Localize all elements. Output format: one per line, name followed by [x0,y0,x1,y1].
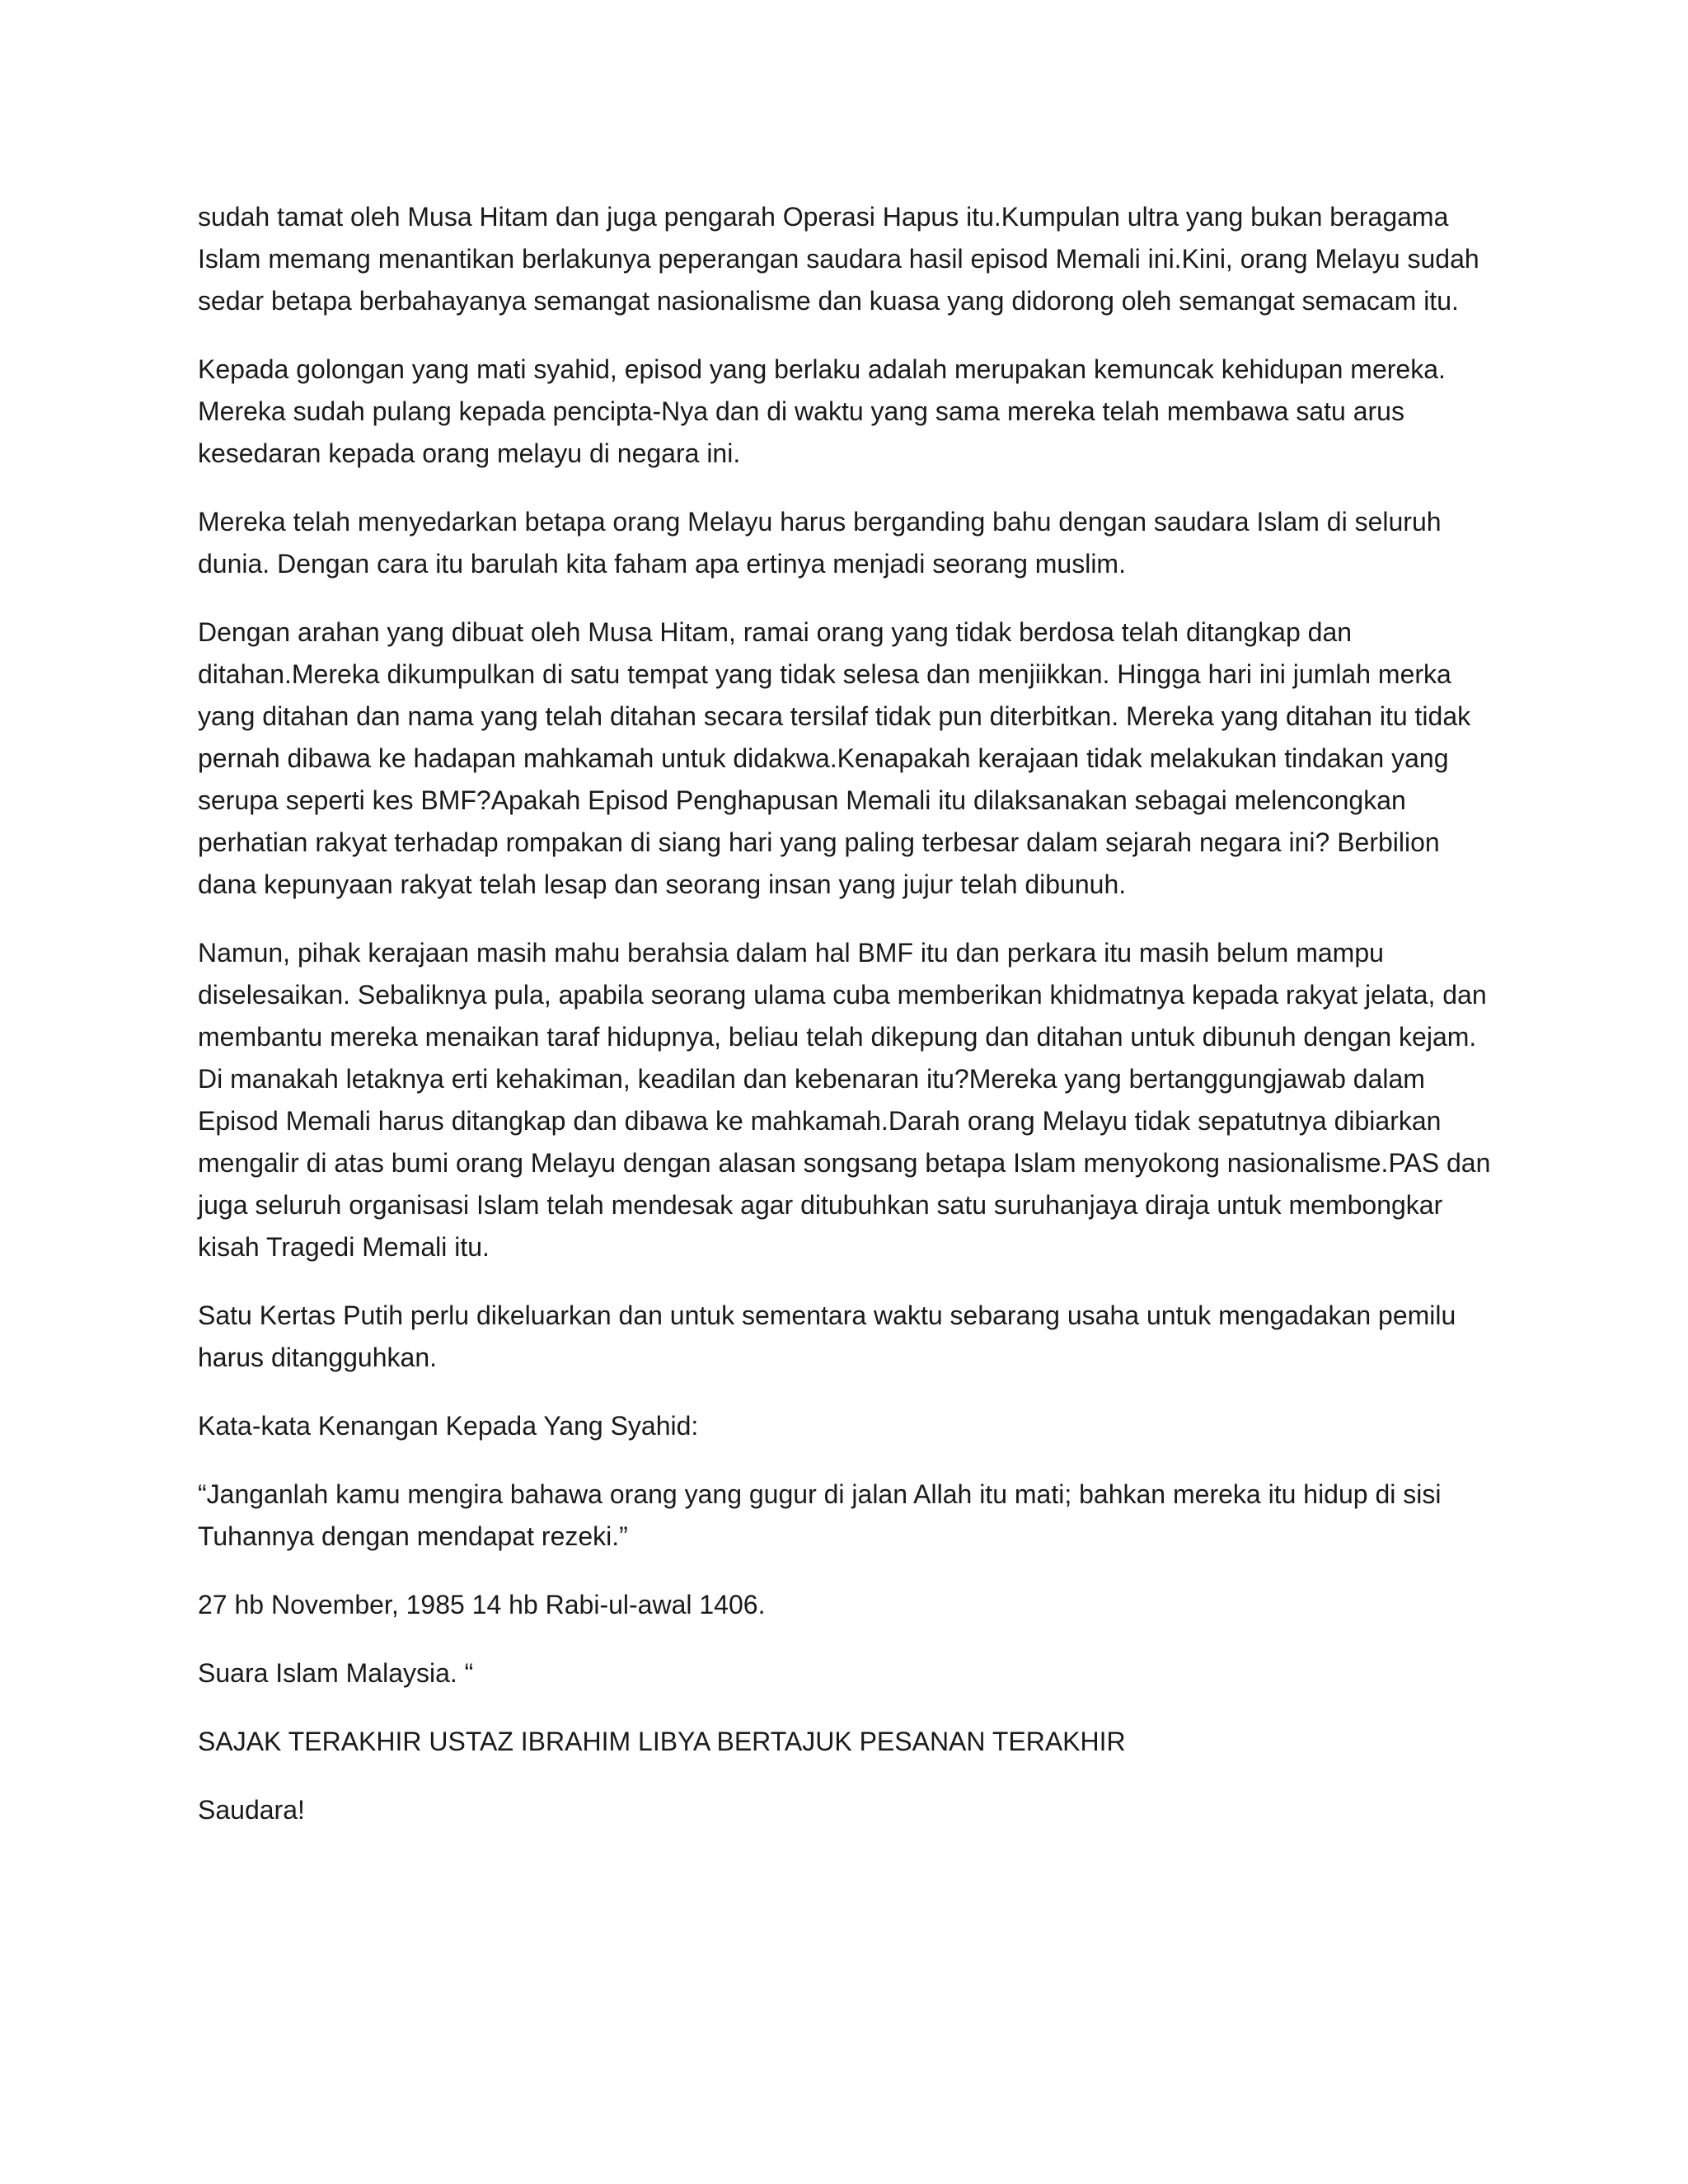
paragraph-2: Kepada golongan yang mati syahid, episod yang berlaku adalah merupakan kemuncak kehidupan mereka. Mereka sudah pulang kepada pencipta-Nya dan di waktu yang sama mereka telah membawa satu arus kesedaran kepada orang melayu di negara ini. [198,354,1446,468]
paragraph-heading-memorial: Kata-kata Kenangan Kepada Yang Syahid: [198,1411,699,1441]
paragraph-6: Satu Kertas Putih perlu dikeluarkan dan untuk sementara waktu sebarang usaha untuk mengadakan pemilu harus ditangguhkan. [198,1301,1456,1372]
paragraph-quote: “Janganlah kamu mengira bahawa orang yang gugur di jalan Allah itu mati; bahkan mereka itu hidup di sisi Tuhannya dengan mendapat rezeki.” [198,1479,1442,1551]
paragraph-poem-start: Saudara! [198,1795,305,1825]
paragraph-5: Namun, pihak kerajaan masih mahu berahsia dalam hal BMF itu dan perkara itu masih belum mampu diselesaikan. Sebaliknya pula, apabila seorang ulama cuba memberikan khidmatnya kepada rakyat jelata, dan membantu mereka menaikan taraf hidupnya, beliau telah dikepung dan ditahan untuk dibunuh dengan kejam. Di manakah letaknya erti kehakiman, keadilan dan kebenaran itu?Mereka yang bertanggungjawab dalam Episod Memali harus ditangkap dan dibawa ke mahkamah.Darah orang Melayu tidak sepatutnya dibiarkan mengalir di atas bumi orang Melayu dengan alasan songsang betapa Islam menyokong nasionalisme.PAS dan juga seluruh organisasi Islam telah mendesak agar ditubuhkan satu suruhanjaya diraja untuk membongkar kisah Tragedi Memali itu. [198,938,1491,1262]
paragraph-poem-title: SAJAK TERAKHIR USTAZ IBRAHIM LIBYA BERTAJUK PESANAN TERAKHIR [198,1727,1126,1756]
document-body [198,196,1500,1858]
paragraph-1: sudah tamat oleh Musa Hitam dan juga pengarah Operasi Hapus itu.Kumpulan ultra yang bukan beragama Islam memang menantikan berlakunya peperangan saudara hasil episod Memali ini.Kini, orang Melayu sudah sedar betapa berbahayanya semangat nasionalisme dan kuasa yang didorong oleh semangat semacam itu. [198,202,1479,316]
paragraph-3: Mereka telah menyedarkan betapa orang Melayu harus berganding bahu dengan saudara Islam di seluruh dunia. Dengan cara itu barulah kita faham apa ertinya menjadi seorang muslim. [198,507,1442,579]
paragraph-4: Dengan arahan yang dibuat oleh Musa Hitam, ramai orang yang tidak berdosa telah ditangkap dan ditahan.Mereka dikumpulkan di satu tempat yang tidak selesa dan menjiikkan. Hingga hari ini jumlah merka yang ditahan dan nama yang telah ditahan secara tersilaf tidak pun diterbitkan. Mereka yang ditahan itu tidak pernah dibawa ke hadapan mahkamah untuk didakwa.Kenapakah kerajaan tidak melakukan tindakan yang serupa seperti kes BMF?Apakah Episod Penghapusan Memali itu dilaksanakan sebagai melencongkan perhatian rakyat terhadap rompakan di siang hari yang paling terbesar dalam sejarah negara ini? Berbilion dana kepunyaan rakyat telah lesap dan seorang insan yang jujur telah dibunuh. [198,617,1471,899]
paragraph-source: Suara Islam Malaysia. “ [198,1658,474,1688]
paragraph-date: 27 hb November, 1985 14 hb Rabi-ul-awal 1406. [198,1590,766,1619]
